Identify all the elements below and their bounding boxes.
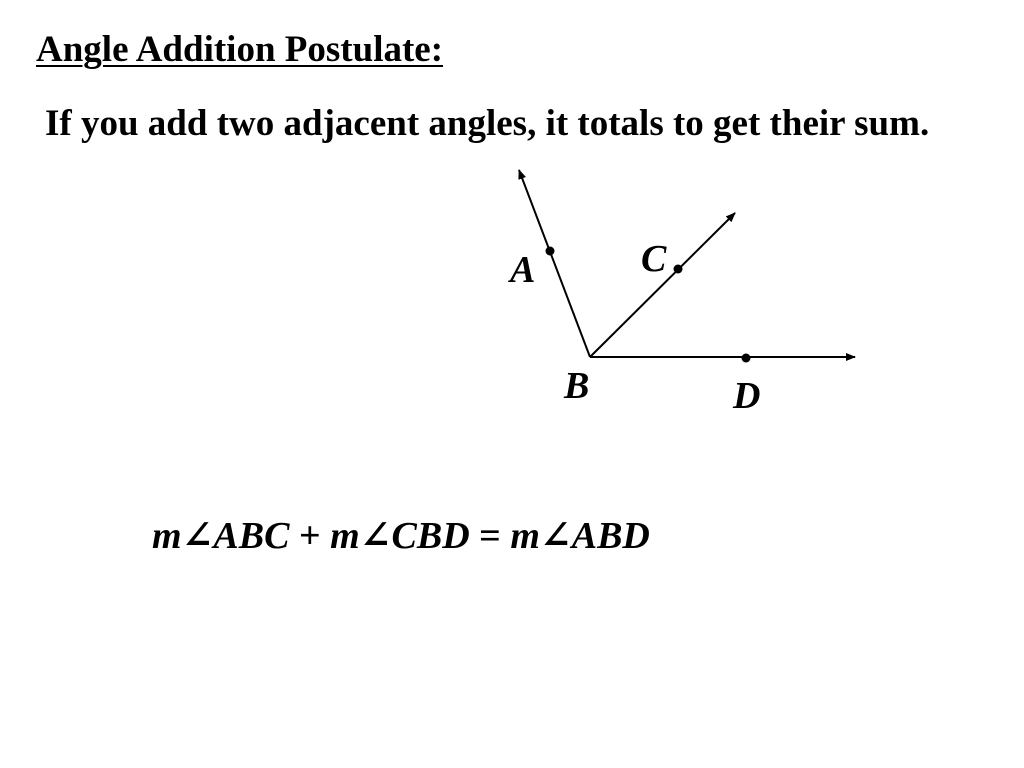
eq-term2-name: CBD [391,515,470,557]
label-c: C [641,238,667,280]
eq-term1-m: m [152,515,182,557]
angle-addition-equation [152,514,650,560]
eq-term2-m: m [330,515,360,557]
eq-equals: = [479,515,501,557]
angle-symbol-icon: ∠ [181,515,214,557]
label-a: A [510,249,536,291]
label-b: B [564,365,590,407]
label-d: D [733,375,761,417]
eq-term1-name: ABC [213,515,290,557]
angle-symbol-icon: ∠ [539,515,572,557]
angle-symbol-icon: ∠ [359,515,392,557]
ray-bc [590,213,735,357]
point-c [674,265,683,274]
slide-body-text: If you add two adjacent angles, it totals to get their sum. [45,103,930,144]
point-a [546,247,555,256]
slide-title: Angle Addition Postulate: [36,29,444,70]
eq-plus: + [298,515,321,557]
eq-term3-name: ABD [571,515,650,557]
eq-term3-m: m [510,515,540,557]
point-d [742,354,751,363]
